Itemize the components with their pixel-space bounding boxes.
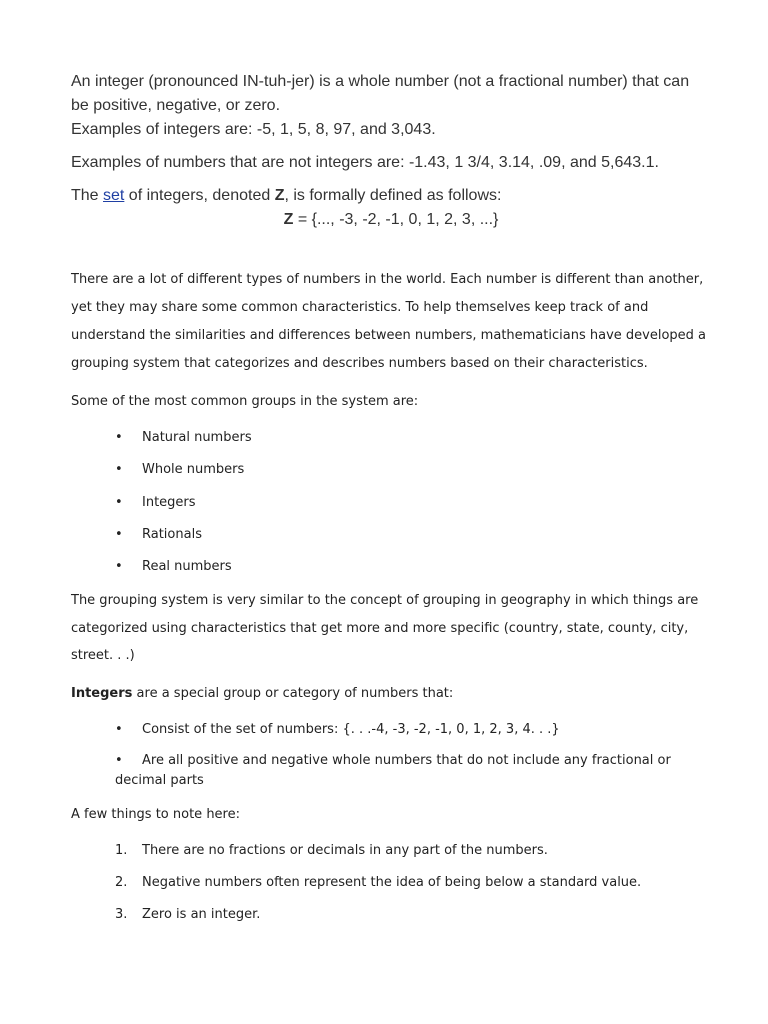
list-item: • Whole numbers [71, 460, 711, 480]
bullet-marker: • [115, 721, 123, 737]
bullet-marker: • [115, 462, 123, 478]
list-item: • Real numbers [71, 557, 711, 577]
bullet-marker: • [115, 430, 123, 445]
number-types-paragraph: There are a lot of different types of numbers in the world. Each number is different than another, yet they may share some common characteristics. To help themselves keep track of and understand the similarities and differences between numbers, mathematicians have developed a grouping system that categorizes and describes numbers based on their characteristics. [71, 272, 706, 371]
body-section [71, 266, 711, 925]
set-prefix: The [71, 187, 104, 204]
common-groups-intro: Some of the most common groups in the system are: [71, 394, 419, 409]
list-number: 3. [115, 907, 128, 923]
list-number: 2. [115, 874, 128, 890]
formula-symbol: Z [283, 211, 294, 228]
list-item: 3. Zero is an integer. [71, 905, 711, 925]
number-groups-list [71, 428, 711, 577]
definition-text: An integer (pronounced IN-tuh-jer) is a whole number (not a fractional number) that can be positive, negative, or zero. [71, 73, 690, 114]
list-item: 2. Negative numbers often represent the idea of being below a standard value. [71, 873, 711, 893]
bullet-marker: • [115, 494, 123, 510]
intro-section [71, 70, 711, 232]
integer-set-formula [71, 208, 711, 232]
list-item: • Are all positive and negative whole numbers that do not include any fractional or decimal parts [115, 752, 671, 788]
formula-rest: = {..., -3, -2, -1, 0, 1, 2, 3, ...} [293, 211, 499, 228]
non-integer-examples-text: Examples of numbers that are not integers are: -1.43, 1 3/4, 3.14, .09, and 5,643.1. [71, 154, 659, 171]
notes-list [71, 841, 711, 926]
document-page [71, 70, 711, 938]
list-item: 1. There are no fractions or decimals in any part of the numbers. [71, 841, 711, 861]
set-suffix: , is formally defined as follows: [284, 187, 502, 204]
list-number: 1. [115, 842, 128, 858]
geography-paragraph: The grouping system is very similar to the concept of grouping in geography in which things are categorized using characteristics that get more and more specific (country, state, county, city, street. . .) [71, 593, 699, 664]
integers-bold: Integers [71, 685, 133, 701]
integers-intro: Integers are a special group or category of numbers that: [71, 685, 454, 701]
set-symbol: Z [274, 187, 285, 204]
set-link[interactable]: set [103, 187, 125, 204]
list-item: • Consist of the set of numbers: {. . .-4, -3, -2, -1, 0, 1, 2, 3, 4. . .} [71, 720, 711, 740]
integer-examples-text: Examples of integers are: -5, 1, 5, 8, 97, and 3,043. [71, 121, 436, 138]
list-item: • Rationals [71, 525, 711, 545]
integer-properties-list [71, 720, 711, 791]
notes-intro: A few things to note here: [71, 806, 240, 822]
list-item: • Natural numbers [71, 428, 711, 448]
list-item: • Integers [71, 493, 711, 513]
bullet-marker: • [115, 526, 123, 542]
bullet-marker: • [115, 752, 123, 768]
set-middle: of integers, denoted [124, 187, 275, 204]
set-definition-text [71, 184, 711, 208]
bullet-marker: • [115, 559, 123, 575]
